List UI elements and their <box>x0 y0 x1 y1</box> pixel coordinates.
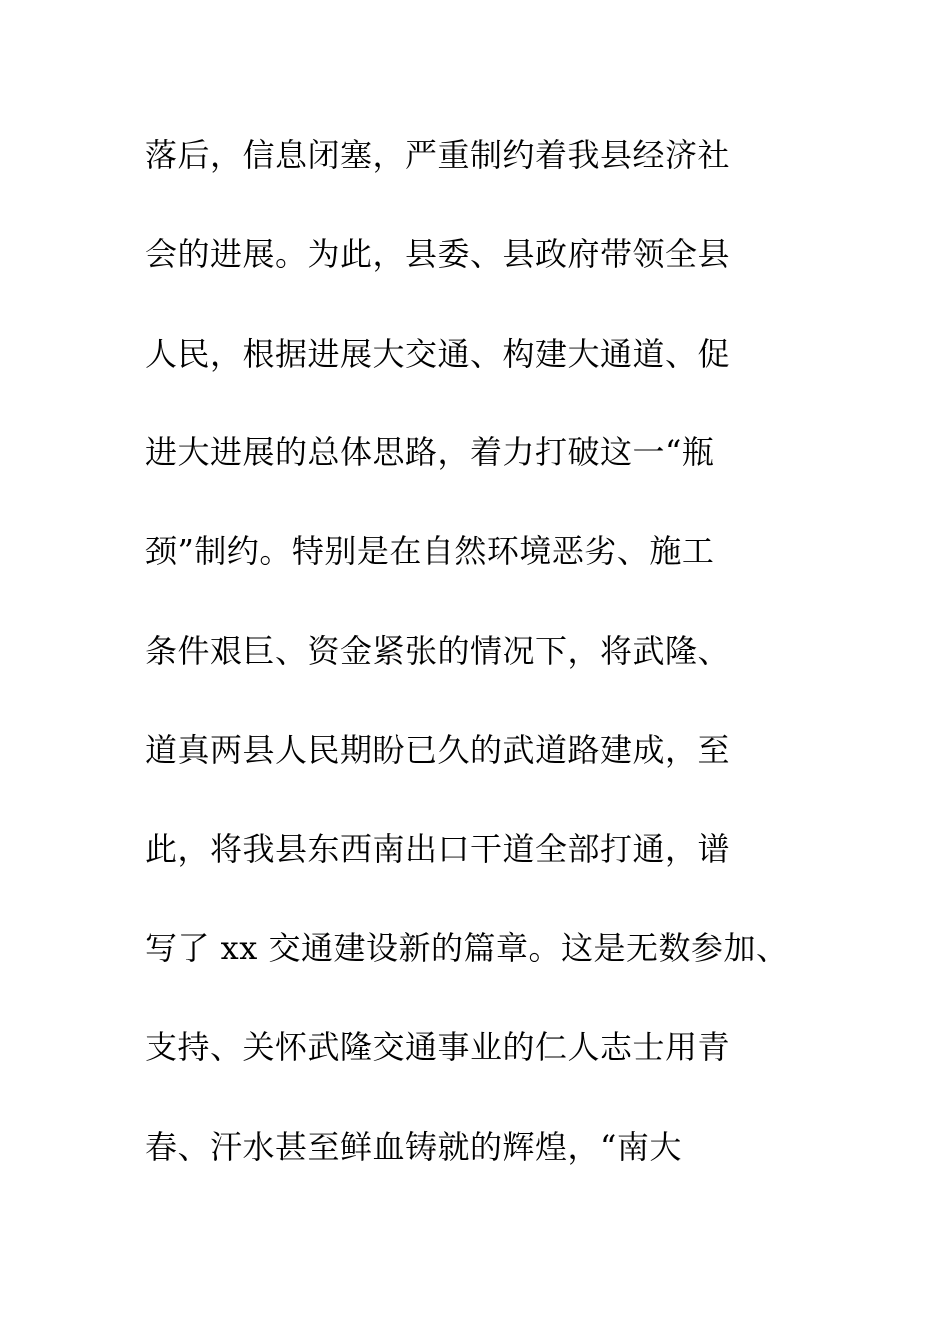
body-text-line: 支持、关怀武隆交通事业的仁人志士用青 <box>145 1028 731 1066</box>
body-text-line: 颈”制约。特别是在自然环境恶劣、施工 <box>145 532 715 570</box>
body-text-line: 写了 xx 交通建设新的篇章。这是无数参加、 <box>145 929 789 967</box>
body-text-line: 春、汗水甚至鲜血铸就的辉煌，“南大 <box>145 1128 682 1166</box>
body-text-line: 人民，根据进展大交通、构建大通道、促 <box>145 335 731 373</box>
body-text-line: 条件艰巨、资金紧张的情况下，将武隆、 <box>145 632 731 670</box>
body-text-line: 道真两县人民期盼已久的武道路建成，至 <box>145 731 731 769</box>
body-text-line: 落后，信息闭塞，严重制约着我县经济社 <box>145 136 731 174</box>
body-text-line: 此，将我县东西南出口干道全部打通，谱 <box>145 830 731 868</box>
body-text-line: 进大进展的总体思路，着力打破这一“瓶 <box>145 433 715 471</box>
body-text-line: 会的进展。为此，县委、县政府带领全县 <box>145 235 731 273</box>
